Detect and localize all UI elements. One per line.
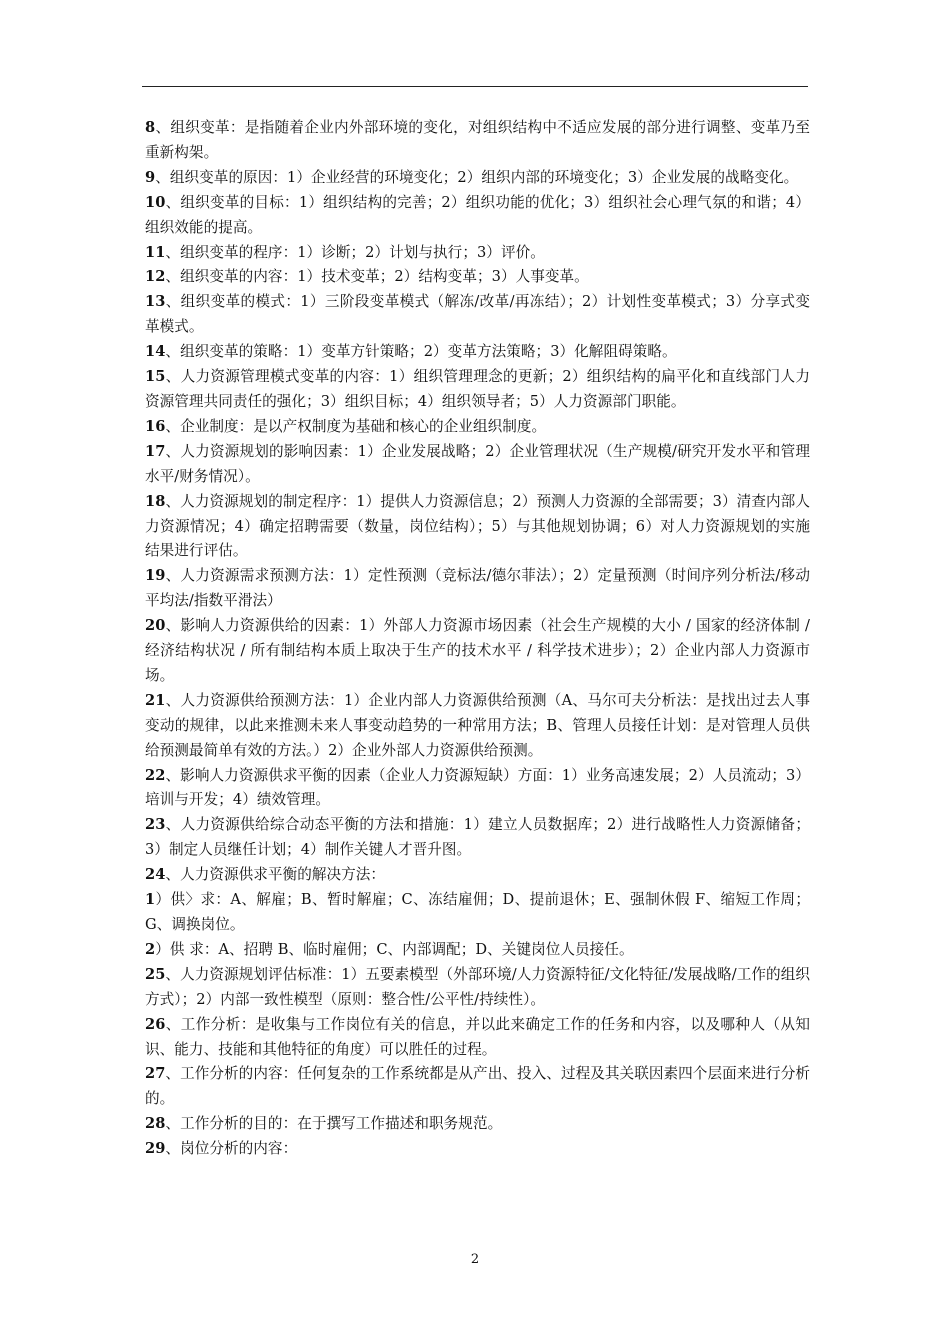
- list-item: [145, 938, 810, 963]
- item-number: 26: [145, 1015, 166, 1033]
- list-item: [145, 490, 810, 565]
- list-item: [145, 1013, 810, 1063]
- list-item: [145, 1112, 810, 1137]
- item-number: 19: [145, 567, 166, 585]
- list-item: [145, 863, 810, 888]
- list-item: [145, 963, 810, 1013]
- item-text: 、人力资源需求预测方法：1）定性预测（竞标法/德尔菲法）；2）定量预测（时间序列分析法/移动平均法/指数平滑法）: [145, 567, 810, 610]
- item-text: 、组织变革的目标：1）组织结构的完善；2）组织功能的优化；3）组织社会心理气氛的和谐；4）组织效能的提高。: [145, 193, 810, 236]
- item-text: 、人力资源供给综合动态平衡的方法和措施：1）建立人员数据库；2）进行战略性人力资源储备；3）制定人员继任计划；4）制作关键人才晋升图。: [145, 816, 810, 859]
- item-number: 2: [145, 940, 156, 958]
- list-item: [145, 813, 810, 863]
- item-text: 、组织变革的原因：1）企业经营的环境变化；2）组织内部的环境变化；3）企业发展的战略变化。: [155, 168, 799, 186]
- document-body: [145, 116, 810, 1162]
- item-text: 、人力资源规划的制定程序：1）提供人力资源信息；2）预测人力资源的全部需要；3）清查内部人力资源情况；4）确定招聘需要（数量，岗位结构）；5）与其他规划协调；6）对人力资源规划的实施结果进行评估。: [145, 492, 810, 560]
- item-text: 、组织变革的内容：1）技术变革；2）结构变革；3）人事变革。: [165, 268, 589, 286]
- item-number: 23: [145, 816, 166, 834]
- list-item: [145, 166, 810, 191]
- item-text: 、工作分析的目的：在于撰写工作描述和职务规范。: [165, 1115, 503, 1133]
- list-item: [145, 1062, 810, 1112]
- list-item: [145, 1137, 810, 1162]
- item-text: 、人力资源规划的影响因素：1）企业发展战略；2）企业管理状况（生产规模/研究开发水平和管理水平/财务情况）。: [145, 442, 810, 485]
- item-number: 9: [145, 168, 156, 186]
- item-number: 25: [145, 965, 166, 983]
- list-item: [145, 340, 810, 365]
- item-text: 、组织变革的程序：1）诊断；2）计划与执行；3）评价。: [165, 243, 545, 261]
- item-number: 11: [145, 243, 166, 261]
- list-item: [145, 290, 810, 340]
- list-item: [145, 116, 810, 166]
- item-number: 13: [145, 293, 166, 311]
- list-item: [145, 888, 810, 938]
- item-text: 、企业制度：是以产权制度为基础和核心的企业组织制度。: [165, 417, 547, 435]
- item-number: 18: [145, 492, 166, 510]
- item-number: 29: [145, 1140, 166, 1158]
- item-number: 27: [145, 1065, 166, 1083]
- list-item: [145, 191, 810, 241]
- item-text: 、影响人力资源供给的因素：1）外部人力资源市场因素（社会生产规模的大小 / 国家的经济体制 / 经济结构状况 / 所有制结构本质上取决于生产的技术水平 / 科学技术进步）；2）企业内部人力资源市场。: [145, 617, 810, 684]
- item-number: 14: [145, 343, 166, 361]
- item-number: 22: [145, 766, 166, 784]
- item-text: 、影响人力资源供求平衡的因素（企业人力资源短缺）方面：1）业务高速发展；2）人员流动；3）培训与开发；4）绩效管理。: [145, 766, 810, 809]
- item-number: 8: [145, 119, 156, 136]
- list-item: [145, 241, 810, 266]
- item-text: 、岗位分析的内容：: [165, 1140, 298, 1158]
- item-text: 、人力资源供给预测方法：1）企业内部人力资源供给预测（A、马尔可夫分析法：是找出过去人事变动的规律，以此来推测未来人事变动趋势的一种常用方法；B、管理人员接任计划：是对管理人员供给预测最简单有效的方法。）2）企业外部人力资源供给预测。: [145, 691, 810, 759]
- item-text: 、组织变革的策略：1）变革方针策略；2）变革方法策略；3）化解阻碍策略。: [165, 343, 677, 361]
- item-text: 、人力资源规划评估标准：1）五要素模型（外部环境/人力资源特征/文化特征/发展战略/工作的组织方式）；2）内部一致性模型（原则：整合性/公平性/持续性）。: [145, 965, 810, 1008]
- item-text: 、人力资源管理模式变革的内容：1）组织管理理念的更新；2）组织结构的扁平化和直线部门人力资源管理共同责任的强化；3）组织目标；4）组织领导者；5）人力资源部门职能。: [145, 368, 810, 410]
- item-text: 、人力资源供求平衡的解决方法：: [165, 866, 386, 884]
- item-number: 10: [145, 193, 166, 211]
- item-text: 、工作分析的内容：任何复杂的工作系统都是从产出、投入、过程及其关联因素四个层面来进行分析的。: [145, 1065, 810, 1108]
- list-item: [145, 764, 810, 814]
- page-number: 2: [470, 1252, 480, 1267]
- list-item: [145, 564, 810, 614]
- item-number: 15: [145, 368, 166, 386]
- list-item: [145, 265, 810, 290]
- list-item: [145, 365, 810, 415]
- list-item: [145, 689, 810, 764]
- list-item: [145, 440, 810, 490]
- header-rule: [142, 86, 808, 87]
- list-item: [145, 415, 810, 440]
- item-number: 20: [145, 617, 166, 635]
- item-text: 、组织变革：是指随着企业内外部环境的变化，对组织结构中不适应发展的部分进行调整、变革乃至重新构架。: [145, 119, 810, 161]
- item-number: 12: [145, 268, 166, 286]
- item-number: 1: [145, 891, 156, 909]
- item-number: 21: [145, 691, 166, 709]
- item-number: 28: [145, 1115, 166, 1133]
- list-item: [145, 614, 810, 689]
- item-text: 、工作分析：是收集与工作岗位有关的信息，并以此来确定工作的任务和内容，以及哪种人（从知识、能力、技能和其他特征的角度）可以胜任的过程。: [145, 1015, 810, 1058]
- item-text: 、组织变革的模式：1）三阶段变革模式（解冻/改革/再冻结）；2）计划性变革模式；3）分享式变革模式。: [145, 293, 810, 336]
- item-text: ）供〉求：A、解雇；B、暂时解雇；C、冻结雇佣；D、提前退休；E、强制休假 F、缩短工作周；G、调换岗位。: [145, 891, 810, 933]
- item-number: 24: [145, 866, 166, 884]
- item-number: 17: [145, 442, 166, 460]
- item-text: ）供 求：A、招聘 B、临时雇佣；C、内部调配；D、关键岗位人员接任。: [155, 940, 634, 958]
- item-number: 16: [145, 417, 166, 435]
